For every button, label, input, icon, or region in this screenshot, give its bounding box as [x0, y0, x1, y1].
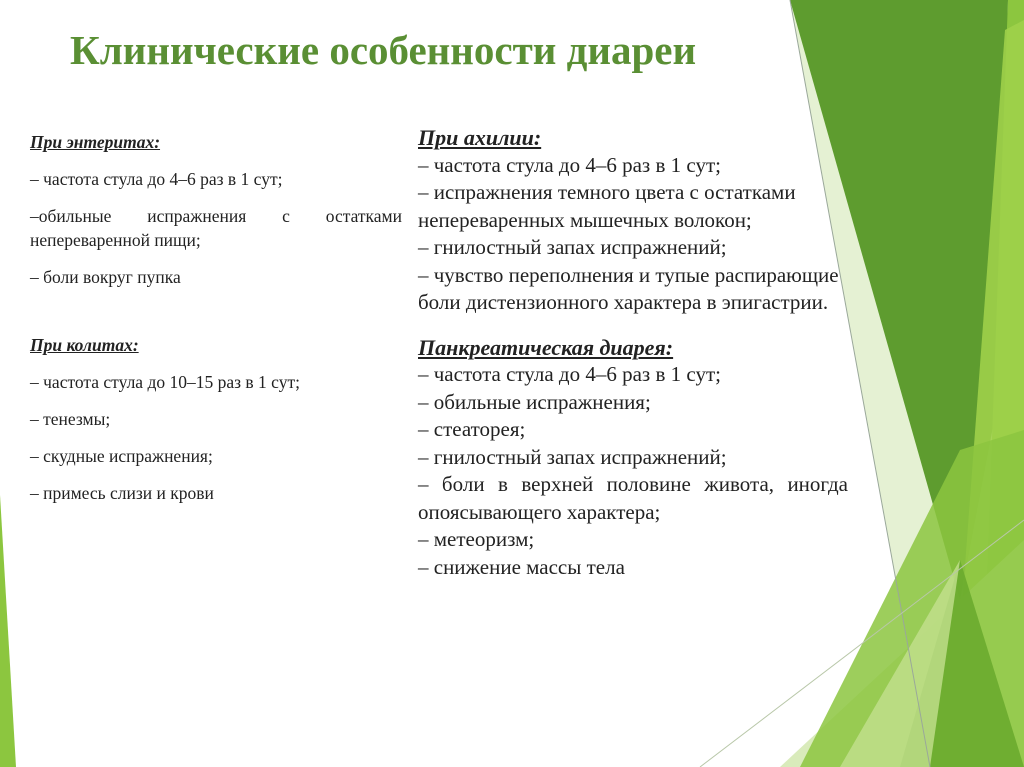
left-green-sliver	[0, 495, 16, 767]
heading-pancreatic: Панкреатическая диарея:	[418, 334, 674, 360]
heading-achylia: При ахилии:	[418, 125, 542, 150]
list-item: – скудные испражнения;	[30, 446, 213, 466]
heading-colitis: При колитах:	[30, 335, 139, 355]
list-item: – частота стула до 4–6 раз в 1 сут;	[418, 152, 721, 177]
heading-enteritis: При энтеритах:	[30, 132, 161, 152]
list-item: – чувство переполнения и тупые распирающие боли дистензионного характера в эпигастрии.	[418, 262, 839, 314]
list-item: – частота стула до 10–15 раз в 1 сут;	[30, 372, 300, 392]
list-item: – гнилостный запах испражнений;	[418, 444, 727, 469]
list-item: – стеаторея;	[418, 417, 526, 441]
list-item: – тенезмы;	[30, 409, 111, 429]
list-item: – снижение массы тела	[418, 554, 625, 579]
list-item: – примесь слизи и крови	[30, 483, 214, 503]
list-item: – частота стула до 4–6 раз в 1 сут;	[418, 362, 721, 386]
list-item: – испражнения темного цвета с остатками непереваренных мышечных волокон;	[418, 180, 796, 232]
list-item: – боли вокруг пупка	[30, 267, 181, 287]
list-item: –обильные испражнения с остатками непереваренной пищи;	[30, 206, 402, 250]
list-item: – гнилостный запах испражнений;	[418, 235, 727, 259]
page-title: Клинические особенности диареи	[70, 27, 697, 73]
list-item: – обильные испражнения;	[418, 389, 651, 414]
list-item: – частота стула до 4–6 раз в 1 сут;	[30, 169, 283, 189]
right-column	[418, 124, 848, 581]
list-item: – боли в верхней половине живота, иногда опоясывающего характера;	[418, 472, 848, 524]
left-column	[30, 130, 402, 505]
list-item: – метеоризм;	[418, 527, 535, 551]
